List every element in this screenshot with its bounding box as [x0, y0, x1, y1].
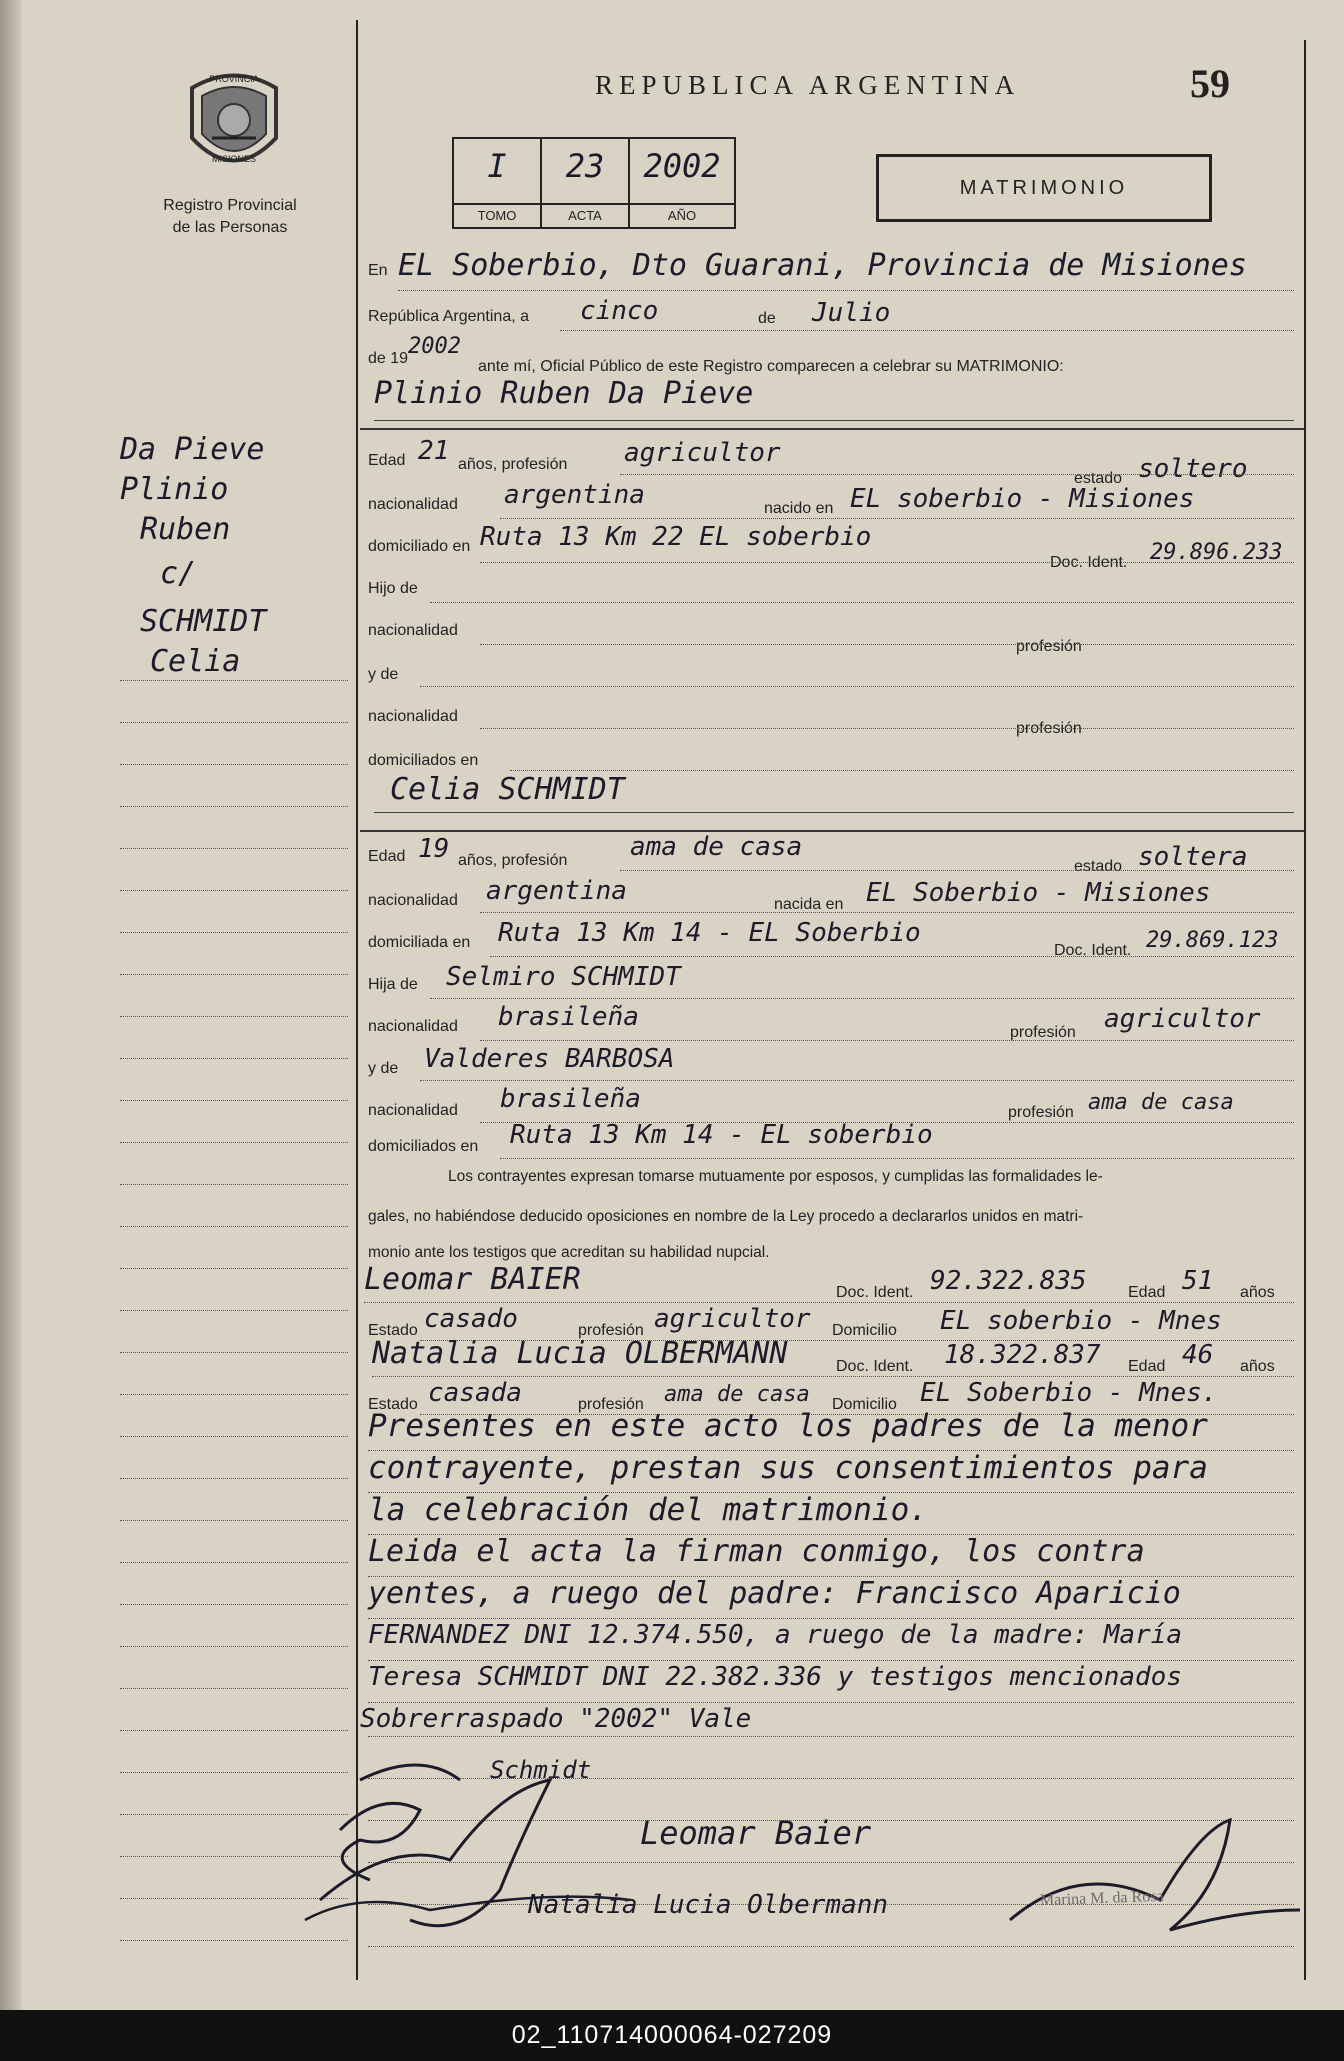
bride-edad: 19: [418, 834, 450, 864]
place-value: EL Soberbio, Dto Guarani, Provincia de Misiones: [398, 248, 1247, 283]
bride-nacida-en: EL Soberbio - Misiones: [866, 878, 1211, 908]
witness-2-domicilio-label: Domicilio: [832, 1396, 897, 1413]
groom-domiciliado-label: domiciliado en: [368, 538, 471, 555]
margin-ruled-line: [120, 764, 348, 765]
witness-2-estado-label: Estado: [368, 1396, 418, 1413]
margin-ruled-line: [120, 1058, 348, 1059]
bride-prof2-label: profesión: [1008, 1104, 1074, 1121]
margin-ruled-line: [120, 806, 348, 807]
witness-1-profesion: agricultor: [654, 1304, 811, 1334]
groom-prof1-label: profesión: [1016, 638, 1082, 655]
margin-ruled-line: [120, 1268, 348, 1269]
note-line: yentes, a ruego del padre: Francisco Aparicio: [368, 1576, 1181, 1611]
bride-nac-label: nacionalidad: [368, 892, 458, 909]
republica-label: República Argentina, a: [368, 308, 529, 325]
declaration-line-1: Los contrayentes expresan tomarse mutuamente por esposos, y cumplidas las formalidades le-: [448, 1168, 1103, 1185]
groom-nac-label: nacionalidad: [368, 496, 458, 513]
note-line: Teresa SCHMIDT DNI 22.382.336 y testigos mencionados: [368, 1662, 1182, 1692]
seal-bottom-text: MISIONES: [211, 154, 257, 164]
margin-ruled-line: [120, 890, 348, 891]
anio-cell: [630, 139, 734, 227]
bride-edad-label: Edad: [368, 848, 406, 865]
groom-nacido-en: EL soberbio - Misiones: [850, 484, 1195, 514]
bride-signature: Schmidt: [490, 1756, 592, 1784]
anio-value: 2002: [643, 147, 721, 185]
anio-label: AÑO: [630, 203, 734, 227]
groom-domicilio: Ruta 13 Km 22 EL soberbio: [480, 522, 872, 552]
witness-2-edad-label: Edad: [1128, 1358, 1166, 1375]
bride-estado-label: estado: [1074, 858, 1123, 875]
note-line: contrayente, prestan sus consentimientos para: [368, 1450, 1208, 1486]
margin-ruled-line: [120, 1604, 348, 1605]
witness-1-estado: casado: [424, 1304, 518, 1334]
groom-yde-label: y de: [368, 666, 399, 683]
witness-2-anos-label: años: [1240, 1358, 1275, 1375]
margin-ruled-line: [120, 1310, 348, 1311]
margin-ruled-line: [120, 1478, 348, 1479]
groom-nac2-label: nacionalidad: [368, 708, 458, 725]
bride-domiciliados-label: domiciliados en: [368, 1138, 479, 1155]
groom-profesion: agricultor: [624, 438, 781, 468]
bride-prof2: ama de casa: [1088, 1090, 1234, 1115]
witness-2-doc: 18.322.837: [944, 1340, 1101, 1370]
declaration-line-3: monio ante los testigos que acreditan su habilidad nupcial.: [368, 1244, 770, 1261]
witness-1-domicilio: EL soberbio - Mnes: [940, 1306, 1222, 1336]
margin-note-line: c/: [160, 556, 197, 591]
en-label: En: [368, 262, 388, 279]
groom-nacionalidad: argentina: [504, 480, 645, 510]
note-line: Presentes en este acto los padres de la menor: [368, 1408, 1208, 1444]
bride-prof1: agricultor: [1104, 1004, 1261, 1034]
margin-ruled-line: [120, 848, 348, 849]
groom-hijo-label: Hijo de: [368, 580, 418, 597]
bride-domicilio: Ruta 13 Km 14 - EL Soberbio: [498, 918, 921, 948]
bride-anos-label: años, profesión: [458, 852, 568, 869]
margin-ruled-line: [120, 1184, 348, 1185]
margin-ruled-line: [120, 1226, 348, 1227]
groom-doc-label: Doc. Ident.: [1050, 554, 1128, 571]
official-signature-icon: [1000, 1800, 1310, 1950]
margin-ruled-line: [120, 1562, 348, 1563]
witness-2-estado: casada: [428, 1378, 522, 1408]
groom-edad-label: Edad: [368, 452, 406, 469]
witness-2-edad: 46: [1182, 1340, 1214, 1370]
bride-name: Celia SCHMIDT: [390, 772, 625, 807]
de-label: de: [758, 310, 776, 327]
note-line: FERNANDEZ DNI 12.374.550, a ruego de la madre: María: [368, 1620, 1182, 1650]
margin-ruled-line: [120, 1646, 348, 1647]
witness-2-profesion-label: profesión: [578, 1396, 644, 1413]
ante-text: ante mí, Oficial Público de este Registro comparecen a celebrar su MATRIMONIO:: [478, 358, 1064, 375]
witness-2-domicilio: EL Soberbio - Mnes.: [920, 1378, 1218, 1408]
margin-ruled-line: [120, 1436, 348, 1437]
bride-yde-label: y de: [368, 1060, 399, 1077]
note-line: Leida el acta la firman conmigo, los contra: [368, 1534, 1145, 1569]
groom-doc: 29.896.233: [1150, 540, 1283, 565]
bride-nac1: brasileña: [498, 1002, 639, 1032]
record-reference-box: [452, 137, 736, 229]
groom-name: Plinio Ruben Da Pieve: [374, 376, 754, 411]
document-id-footer: 02_110714000064-027209: [0, 2010, 1344, 2061]
witness-2-doc-label: Doc. Ident.: [836, 1358, 914, 1375]
bride-nac1-label: nacionalidad: [368, 1018, 458, 1035]
page-title: REPUBLICA ARGENTINA: [595, 70, 1021, 100]
de-year-label: de 19: [368, 350, 409, 367]
page-binding-edge: [0, 0, 22, 2010]
month-value: Julio: [812, 298, 891, 328]
groom-prof2-label: profesión: [1016, 720, 1082, 737]
page-number: 59: [1190, 61, 1230, 106]
margin-divider: [356, 20, 358, 1980]
witness-1-edad-label: Edad: [1128, 1284, 1166, 1301]
margin-note-line: Ruben: [140, 512, 231, 547]
bride-hija-label: Hija de: [368, 976, 418, 993]
bride-padre: Selmiro SCHMIDT: [446, 962, 681, 992]
margin-note-line: Plinio: [120, 472, 229, 507]
witness-1-doc: 92.322.835: [930, 1266, 1087, 1296]
acta-value: 23: [565, 147, 605, 185]
margin-note-line: Celia: [150, 644, 241, 679]
bride-domiciliada-label: domiciliada en: [368, 934, 471, 951]
acta-cell: [542, 139, 630, 227]
margin-ruled-line: [120, 1688, 348, 1689]
bride-nacida-label: nacida en: [774, 896, 844, 913]
bride-doc: 29.869.123: [1146, 928, 1279, 953]
witness-1-anos-label: años: [1240, 1284, 1275, 1301]
official-stamp: Marina M. da Rosa: [1039, 1887, 1164, 1910]
witness-1-profesion-label: profesión: [578, 1322, 644, 1339]
margin-ruled-line: [120, 1394, 348, 1395]
margin-ruled-line: [120, 1142, 348, 1143]
signature-scribbles-icon: [300, 1720, 740, 1950]
registry-label-2: de las Personas: [172, 219, 288, 236]
witness-1-estado-label: Estado: [368, 1322, 418, 1339]
tomo-value: I: [487, 147, 507, 185]
margin-ruled-line: [120, 1016, 348, 1017]
bride-domiciliados: Ruta 13 Km 14 - EL soberbio: [510, 1120, 933, 1150]
witness-1-edad: 51: [1182, 1266, 1214, 1296]
margin-ruled-line: [120, 974, 348, 975]
margin-ruled-line: [120, 722, 348, 723]
witness-2-profesion: ama de casa: [664, 1382, 810, 1407]
bride-profesion: ama de casa: [630, 832, 803, 862]
margin-ruled-line: [120, 680, 348, 681]
witness-1-doc-label: Doc. Ident.: [836, 1284, 914, 1301]
bride-nac2-label: nacionalidad: [368, 1102, 458, 1119]
acta-label: ACTA: [542, 203, 628, 227]
right-border: [1304, 40, 1306, 1980]
groom-domiciliados-label: domiciliados en: [368, 752, 479, 769]
bride-nac2: brasileña: [500, 1084, 641, 1114]
note-line: la celebración del matrimonio.: [368, 1492, 928, 1528]
bride-madre: Valderes BARBOSA: [424, 1044, 675, 1074]
day-value: cinco: [580, 296, 659, 326]
witness-1-name: Leomar BAIER: [364, 1262, 581, 1297]
bride-prof1-label: profesión: [1010, 1024, 1076, 1041]
tomo-cell: [454, 139, 542, 227]
seal-top-text: PROVINCIA: [209, 74, 259, 84]
registry-label-1: Registro Provincial: [163, 197, 297, 214]
groom-estado-label: estado: [1074, 470, 1123, 487]
bride-nacionalidad: argentina: [486, 876, 627, 906]
signatures-note: Sobrerraspado "2002" Vale: [360, 1704, 752, 1734]
groom-edad: 21: [418, 436, 450, 466]
groom-nacido-label: nacido en: [764, 500, 834, 517]
margin-ruled-line: [120, 1352, 348, 1353]
margin-note-line: SCHMIDT: [140, 604, 267, 639]
bride-doc-label: Doc. Ident.: [1054, 942, 1132, 959]
bride-estado: soltera: [1138, 842, 1248, 872]
groom-anos-label: años, profesión: [458, 456, 568, 473]
witness-1-domicilio-label: Domicilio: [832, 1322, 897, 1339]
groom-nac1-label: nacionalidad: [368, 622, 458, 639]
groom-estado: soltero: [1138, 454, 1248, 484]
margin-ruled-line: [120, 932, 348, 933]
witness-1-signature: Leomar Baier: [640, 1814, 872, 1852]
margin-note-line: Da Pieve: [120, 432, 265, 467]
margin-ruled-line: [120, 1100, 348, 1101]
witness-2-signature: Natalia Lucia Olbermann: [528, 1890, 889, 1920]
declaration-line-2: gales, no habiéndose deducido oposiciones en nombre de la Ley procedo a declararlos unidos en matri-: [368, 1208, 1084, 1225]
tomo-label: TOMO: [454, 203, 540, 227]
provincial-seal-icon: [182, 68, 286, 178]
witness-2-name: Natalia Lucia OLBERMANN: [372, 1336, 788, 1371]
margin-ruled-line: [120, 1520, 348, 1521]
year-value: 2002: [408, 334, 461, 359]
record-type-box: MATRIMONIO: [876, 154, 1212, 222]
